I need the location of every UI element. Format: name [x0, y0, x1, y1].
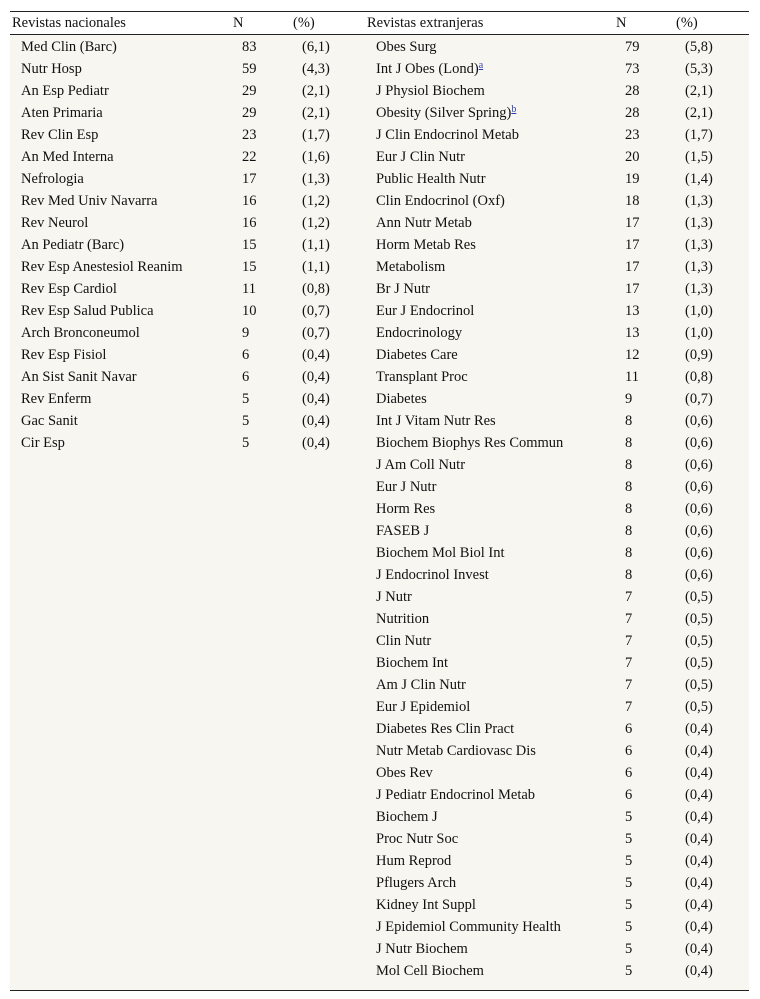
table-row [10, 564, 749, 586]
extranjera-journal-cell [376, 168, 486, 190]
table-row [10, 498, 749, 520]
extranjera-journal-name: Diabetes Care [376, 347, 458, 363]
extranjera-journal-n: 13 [625, 325, 640, 341]
extranjera-journal-pct: (0,4) [685, 787, 713, 803]
extranjera-journal-name: Eur J Epidemiol [376, 699, 471, 715]
header-n-nacionales: N [233, 15, 244, 31]
nacional-journal-name: Rev Enferm [21, 391, 92, 407]
extranjera-journal-cell [376, 872, 456, 894]
extranjera-journal-n: 7 [625, 699, 633, 715]
extranjera-journal-pct: (1,0) [685, 303, 713, 319]
nacional-journal-n: 9 [242, 325, 250, 341]
extranjera-journal-cell [376, 828, 458, 850]
extranjera-journal-name: Horm Metab Res [376, 237, 476, 253]
extranjera-journal-pct: (0,6) [685, 457, 713, 473]
nacional-journal-pct: (0,7) [302, 303, 330, 319]
extranjera-journal-name: J Nutr [376, 589, 412, 605]
extranjera-journal-name: J Nutr Biochem [376, 941, 468, 957]
nacional-journal-name: Nutr Hosp [21, 61, 82, 77]
extranjera-journal-n: 8 [625, 501, 633, 517]
nacional-journal-name: Rev Med Univ Navarra [21, 193, 158, 209]
nacional-journal-pct: (2,1) [302, 105, 330, 121]
table-row [10, 344, 749, 366]
extranjera-journal-cell [376, 388, 427, 410]
table-row [10, 718, 749, 740]
extranjera-journal-name: Diabetes Res Clin Pract [376, 721, 515, 737]
table-row [10, 960, 749, 982]
extranjera-journal-name: Mol Cell Biochem [376, 963, 484, 979]
extranjera-journal-name: Endocrinology [376, 325, 463, 341]
table-row [10, 476, 749, 498]
extranjera-journal-n: 8 [625, 523, 633, 539]
extranjera-journal-cell [376, 740, 536, 762]
nacional-journal-name: An Esp Pediatr [21, 83, 109, 99]
nacional-journal-n: 16 [242, 193, 257, 209]
table-row [10, 850, 749, 872]
nacional-journal-pct: (1,2) [302, 215, 330, 231]
extranjera-journal-n: 8 [625, 567, 633, 583]
extranjera-journal-pct: (0,7) [685, 391, 713, 407]
extranjera-journal-pct: (5,3) [685, 61, 713, 77]
extranjera-journal-cell [376, 674, 466, 696]
extranjera-journal-n: 8 [625, 457, 633, 473]
table-row [10, 410, 749, 432]
nacional-journal-pct: (0,7) [302, 325, 330, 341]
extranjera-journal-cell [376, 80, 485, 102]
table-row [10, 784, 749, 806]
extranjera-journal-n: 6 [625, 721, 633, 737]
table-row [10, 454, 749, 476]
extranjera-journal-cell [376, 124, 519, 146]
extranjera-journal-name: Ann Nutr Metab [376, 215, 472, 231]
extranjera-journal-n: 7 [625, 589, 633, 605]
nacional-journal-name: Rev Esp Anestesiol Reanim [21, 259, 183, 275]
extranjera-journal-name: Biochem Int [376, 655, 449, 671]
nacional-journal-n: 59 [242, 61, 257, 77]
extranjera-journal-pct: (0,4) [685, 963, 713, 979]
extranjera-journal-cell [376, 894, 476, 916]
extranjera-journal-name: Eur J Endocrinol [376, 303, 475, 319]
nacional-journal-name: Aten Primaria [21, 105, 103, 121]
extranjera-journal-cell [376, 256, 445, 278]
nacional-journal-name: Med Clin (Barc) [21, 39, 117, 55]
extranjera-journal-cell [376, 58, 483, 80]
extranjera-journal-name: Obesity (Silver Spring) [376, 105, 512, 121]
table-row [10, 168, 749, 190]
extranjera-journal-pct: (0,4) [685, 765, 713, 781]
extranjera-journal-pct: (1,7) [685, 127, 713, 143]
nacional-journal-name: Rev Neurol [21, 215, 89, 231]
nacional-journal-name: Cir Esp [21, 435, 65, 451]
extranjera-journal-name: Kidney Int Suppl [376, 897, 476, 913]
table-row [10, 762, 749, 784]
extranjera-journal-cell [376, 762, 433, 784]
extranjera-journal-name: Hum Reprod [376, 853, 452, 869]
nacional-journal-name: Rev Esp Salud Publica [21, 303, 154, 319]
footnote-link[interactable]: b [511, 104, 517, 115]
nacional-journal-name: Gac Sanit [21, 413, 78, 429]
extranjera-journal-pct: (1,3) [685, 215, 713, 231]
table-row [10, 212, 749, 234]
extranjera-journal-cell [376, 564, 489, 586]
extranjera-journal-n: 6 [625, 787, 633, 803]
extranjera-journal-name: Diabetes [376, 391, 427, 407]
nacional-journal-name: An Sist Sanit Navar [21, 369, 137, 385]
table-row [10, 388, 749, 410]
extranjera-journal-pct: (0,6) [685, 435, 713, 451]
extranjera-journal-n: 20 [625, 149, 640, 165]
extranjera-journal-n: 5 [625, 831, 633, 847]
extranjera-journal-pct: (2,1) [685, 83, 713, 99]
extranjera-journal-name: Clin Nutr [376, 633, 432, 649]
extranjera-journal-name: Horm Res [376, 501, 436, 517]
nacional-journal-n: 16 [242, 215, 257, 231]
extranjera-journal-n: 17 [625, 237, 640, 253]
extranjera-journal-pct: (0,6) [685, 567, 713, 583]
extranjera-journal-pct: (0,5) [685, 699, 713, 715]
extranjera-journal-name: J Endocrinol Invest [376, 567, 489, 583]
extranjera-journal-pct: (0,5) [685, 633, 713, 649]
extranjera-journal-cell [376, 696, 470, 718]
extranjera-journal-pct: (1,4) [685, 171, 713, 187]
table-row [10, 828, 749, 850]
extranjera-journal-pct: (1,3) [685, 259, 713, 275]
extranjera-journal-cell [376, 586, 412, 608]
extranjera-journal-pct: (1,3) [685, 281, 713, 297]
extranjera-journal-n: 23 [625, 127, 640, 143]
extranjera-journal-n: 7 [625, 611, 633, 627]
extranjera-journal-cell [376, 916, 561, 938]
extranjera-journal-pct: (0,4) [685, 875, 713, 891]
header-pct-nacionales: (%) [293, 15, 315, 31]
extranjera-journal-cell [376, 300, 474, 322]
extranjera-journal-name: J Epidemiol Community Health [376, 919, 561, 935]
extranjera-journal-pct: (0,5) [685, 677, 713, 693]
extranjera-journal-cell [376, 938, 468, 960]
nacional-journal-name: Nefrologia [21, 171, 84, 187]
nacional-journal-n: 22 [242, 149, 257, 165]
extranjera-journal-name: Clin Endocrinol (Oxf) [376, 193, 505, 209]
extranjera-journal-pct: (0,4) [685, 897, 713, 913]
extranjera-journal-pct: (0,8) [685, 369, 713, 385]
extranjera-journal-name: Biochem Mol Biol Int [376, 545, 505, 561]
table-row [10, 432, 749, 454]
nacional-journal-name: Rev Esp Fisiol [21, 347, 107, 363]
extranjera-journal-cell [376, 520, 429, 542]
extranjera-journal-cell [376, 806, 438, 828]
extranjera-journal-n: 8 [625, 479, 633, 495]
header-revistas-nacionales: Revistas nacionales [12, 15, 126, 31]
extranjera-journal-n: 13 [625, 303, 640, 319]
extranjera-journal-n: 6 [625, 765, 633, 781]
footnote-link[interactable]: a [478, 60, 484, 71]
extranjera-journal-pct: (0,4) [685, 919, 713, 935]
extranjera-journal-n: 5 [625, 897, 633, 913]
extranjera-journal-n: 6 [625, 743, 633, 759]
extranjera-journal-name: Nutrition [376, 611, 430, 627]
nacional-journal-n: 23 [242, 127, 257, 143]
extranjera-journal-n: 79 [625, 39, 640, 55]
extranjera-journal-pct: (0,4) [685, 721, 713, 737]
table-row [10, 146, 749, 168]
nacional-journal-n: 10 [242, 303, 257, 319]
extranjera-journal-pct: (0,4) [685, 809, 713, 825]
table-row [10, 58, 749, 80]
extranjera-journal-n: 18 [625, 193, 640, 209]
nacional-journal-pct: (1,7) [302, 127, 330, 143]
extranjera-journal-n: 7 [625, 677, 633, 693]
extranjera-journal-cell [376, 784, 535, 806]
extranjera-journal-n: 8 [625, 435, 633, 451]
extranjera-journal-pct: (5,8) [685, 39, 713, 55]
extranjera-journal-cell [376, 454, 465, 476]
extranjera-journal-n: 8 [625, 545, 633, 561]
header-n-extranjeras: N [616, 15, 627, 31]
extranjera-journal-pct: (0,6) [685, 523, 713, 539]
extranjera-journal-pct: (1,3) [685, 237, 713, 253]
extranjera-journal-name: Nutr Metab Cardiovasc Dis [376, 743, 536, 759]
table-row [10, 322, 749, 344]
nacional-journal-n: 17 [242, 171, 257, 187]
extranjera-journal-n: 8 [625, 413, 633, 429]
header-revistas-extranjeras: Revistas extranjeras [367, 15, 484, 31]
table-row [10, 740, 749, 762]
table-row [10, 696, 749, 718]
extranjera-journal-n: 5 [625, 875, 633, 891]
extranjera-journal-n: 5 [625, 809, 633, 825]
table-row [10, 938, 749, 960]
table-row [10, 652, 749, 674]
extranjera-journal-name: J Clin Endocrinol Metab [376, 127, 519, 143]
table-row [10, 608, 749, 630]
extranjera-journal-name: J Pediatr Endocrinol Metab [376, 787, 536, 803]
extranjera-journal-pct: (1,3) [685, 193, 713, 209]
nacional-journal-name: Rev Clin Esp [21, 127, 99, 143]
nacional-journal-pct: (0,4) [302, 347, 330, 363]
extranjera-journal-cell [376, 718, 514, 740]
nacional-journal-pct: (1,6) [302, 149, 330, 165]
extranjera-journal-name: Metabolism [376, 259, 446, 275]
extranjera-journal-pct: (0,5) [685, 589, 713, 605]
extranjera-journal-name: Am J Clin Nutr [376, 677, 466, 693]
nacional-journal-pct: (2,1) [302, 83, 330, 99]
extranjera-journal-pct: (0,5) [685, 655, 713, 671]
table-row [10, 366, 749, 388]
table-row [10, 278, 749, 300]
extranjera-journal-cell [376, 278, 430, 300]
extranjera-journal-cell [376, 212, 472, 234]
extranjera-journal-name: Public Health Nutr [376, 171, 486, 187]
extranjera-journal-n: 7 [625, 633, 633, 649]
extranjera-journal-n: 17 [625, 259, 640, 275]
extranjera-journal-cell [376, 652, 448, 674]
extranjera-journal-name: Proc Nutr Soc [376, 831, 459, 847]
extranjera-journal-cell [376, 410, 496, 432]
extranjera-journal-cell [376, 432, 563, 454]
extranjera-journal-name: FASEB J [376, 523, 430, 539]
extranjera-journal-pct: (0,4) [685, 831, 713, 847]
extranjera-journal-pct: (0,6) [685, 479, 713, 495]
extranjera-journal-name: Eur J Clin Nutr [376, 149, 466, 165]
nacional-journal-n: 5 [242, 391, 250, 407]
nacional-journal-n: 5 [242, 435, 250, 451]
table-row [10, 102, 749, 124]
table-row [10, 894, 749, 916]
extranjera-journal-n: 5 [625, 963, 633, 979]
extranjera-journal-name: Biochem Biophys Res Commun [376, 435, 564, 451]
extranjera-journal-name: Biochem J [376, 809, 438, 825]
extranjera-journal-pct: (0,4) [685, 941, 713, 957]
journals-table [10, 11, 749, 991]
table-row [10, 36, 749, 58]
extranjera-journal-cell [376, 322, 462, 344]
extranjera-journal-n: 73 [625, 61, 640, 77]
extranjera-journal-cell [376, 630, 431, 652]
extranjera-journal-cell [376, 850, 451, 872]
extranjera-journal-cell [376, 608, 429, 630]
extranjera-journal-pct: (0,4) [685, 743, 713, 759]
table-row [10, 542, 749, 564]
extranjera-journal-name: Eur J Nutr [376, 479, 437, 495]
nacional-journal-pct: (1,2) [302, 193, 330, 209]
extranjera-journal-name: Pflugers Arch [376, 875, 457, 891]
extranjera-journal-cell [376, 102, 516, 124]
extranjera-journal-n: 5 [625, 853, 633, 869]
extranjera-journal-cell [376, 344, 458, 366]
extranjera-journal-n: 28 [625, 83, 640, 99]
extranjera-journal-name: Obes Surg [376, 39, 437, 55]
nacional-journal-n: 29 [242, 105, 257, 121]
table-row [10, 630, 749, 652]
extranjera-journal-name: Int J Obes (Lond) [376, 61, 479, 77]
nacional-journal-name: An Pediatr (Barc) [21, 237, 125, 253]
table-row [10, 872, 749, 894]
nacional-journal-n: 29 [242, 83, 257, 99]
extranjera-journal-pct: (0,5) [685, 611, 713, 627]
nacional-journal-pct: (0,8) [302, 281, 330, 297]
extranjera-journal-name: J Am Coll Nutr [376, 457, 466, 473]
extranjera-journal-cell [376, 36, 437, 58]
extranjera-journal-n: 17 [625, 215, 640, 231]
extranjera-journal-cell [376, 366, 468, 388]
extranjera-journal-n: 12 [625, 347, 640, 363]
table-row [10, 256, 749, 278]
extranjera-journal-pct: (0,6) [685, 501, 713, 517]
extranjera-journal-cell [376, 476, 436, 498]
nacional-journal-n: 11 [242, 281, 256, 297]
nacional-journal-n: 5 [242, 413, 250, 429]
extranjera-journal-pct: (1,0) [685, 325, 713, 341]
nacional-journal-name: Arch Bronconeumol [21, 325, 140, 341]
extranjera-journal-n: 7 [625, 655, 633, 671]
nacional-journal-pct: (0,4) [302, 413, 330, 429]
extranjera-journal-n: 5 [625, 919, 633, 935]
table-row [10, 586, 749, 608]
extranjera-journal-pct: (0,6) [685, 413, 713, 429]
nacional-journal-pct: (1,3) [302, 171, 330, 187]
table-row [10, 674, 749, 696]
nacional-journal-pct: (4,3) [302, 61, 330, 77]
nacional-journal-pct: (0,4) [302, 391, 330, 407]
table-row [10, 190, 749, 212]
extranjera-journal-cell [376, 146, 465, 168]
extranjera-journal-pct: (0,6) [685, 545, 713, 561]
nacional-journal-n: 6 [242, 347, 250, 363]
extranjera-journal-cell [376, 542, 504, 564]
extranjera-journal-cell [376, 190, 505, 212]
nacional-journal-pct: (0,4) [302, 435, 330, 451]
extranjera-journal-n: 28 [625, 105, 640, 121]
nacional-journal-n: 83 [242, 39, 257, 55]
extranjera-journal-pct: (1,5) [685, 149, 713, 165]
table-row [10, 80, 749, 102]
extranjera-journal-name: J Physiol Biochem [376, 83, 485, 99]
table-row [10, 806, 749, 828]
table-row [10, 916, 749, 938]
nacional-journal-pct: (1,1) [302, 259, 330, 275]
extranjera-journal-cell [376, 960, 484, 982]
extranjera-journal-n: 5 [625, 941, 633, 957]
extranjera-journal-n: 19 [625, 171, 640, 187]
table-row [10, 124, 749, 146]
nacional-journal-n: 15 [242, 259, 257, 275]
extranjera-journal-n: 11 [625, 369, 639, 385]
extranjera-journal-n: 17 [625, 281, 640, 297]
extranjera-journal-cell [376, 498, 435, 520]
extranjera-journal-cell [376, 234, 476, 256]
nacional-journal-n: 15 [242, 237, 257, 253]
nacional-journal-n: 6 [242, 369, 250, 385]
extranjera-journal-n: 9 [625, 391, 633, 407]
nacional-journal-name: An Med Interna [21, 149, 114, 165]
extranjera-journal-pct: (0,9) [685, 347, 713, 363]
nacional-journal-name: Rev Esp Cardiol [21, 281, 117, 297]
extranjera-journal-name: Br J Nutr [376, 281, 430, 297]
table-row [10, 520, 749, 542]
header-pct-extranjeras: (%) [676, 15, 698, 31]
table-row [10, 300, 749, 322]
extranjera-journal-name: Obes Rev [376, 765, 433, 781]
table-row [10, 234, 749, 256]
nacional-journal-pct: (1,1) [302, 237, 330, 253]
nacional-journal-pct: (0,4) [302, 369, 330, 385]
nacional-journal-pct: (6,1) [302, 39, 330, 55]
table-header [10, 12, 749, 35]
extranjera-journal-pct: (2,1) [685, 105, 713, 121]
extranjera-journal-name: Int J Vitam Nutr Res [376, 413, 496, 429]
extranjera-journal-pct: (0,4) [685, 853, 713, 869]
extranjera-journal-name: Transplant Proc [376, 369, 468, 385]
